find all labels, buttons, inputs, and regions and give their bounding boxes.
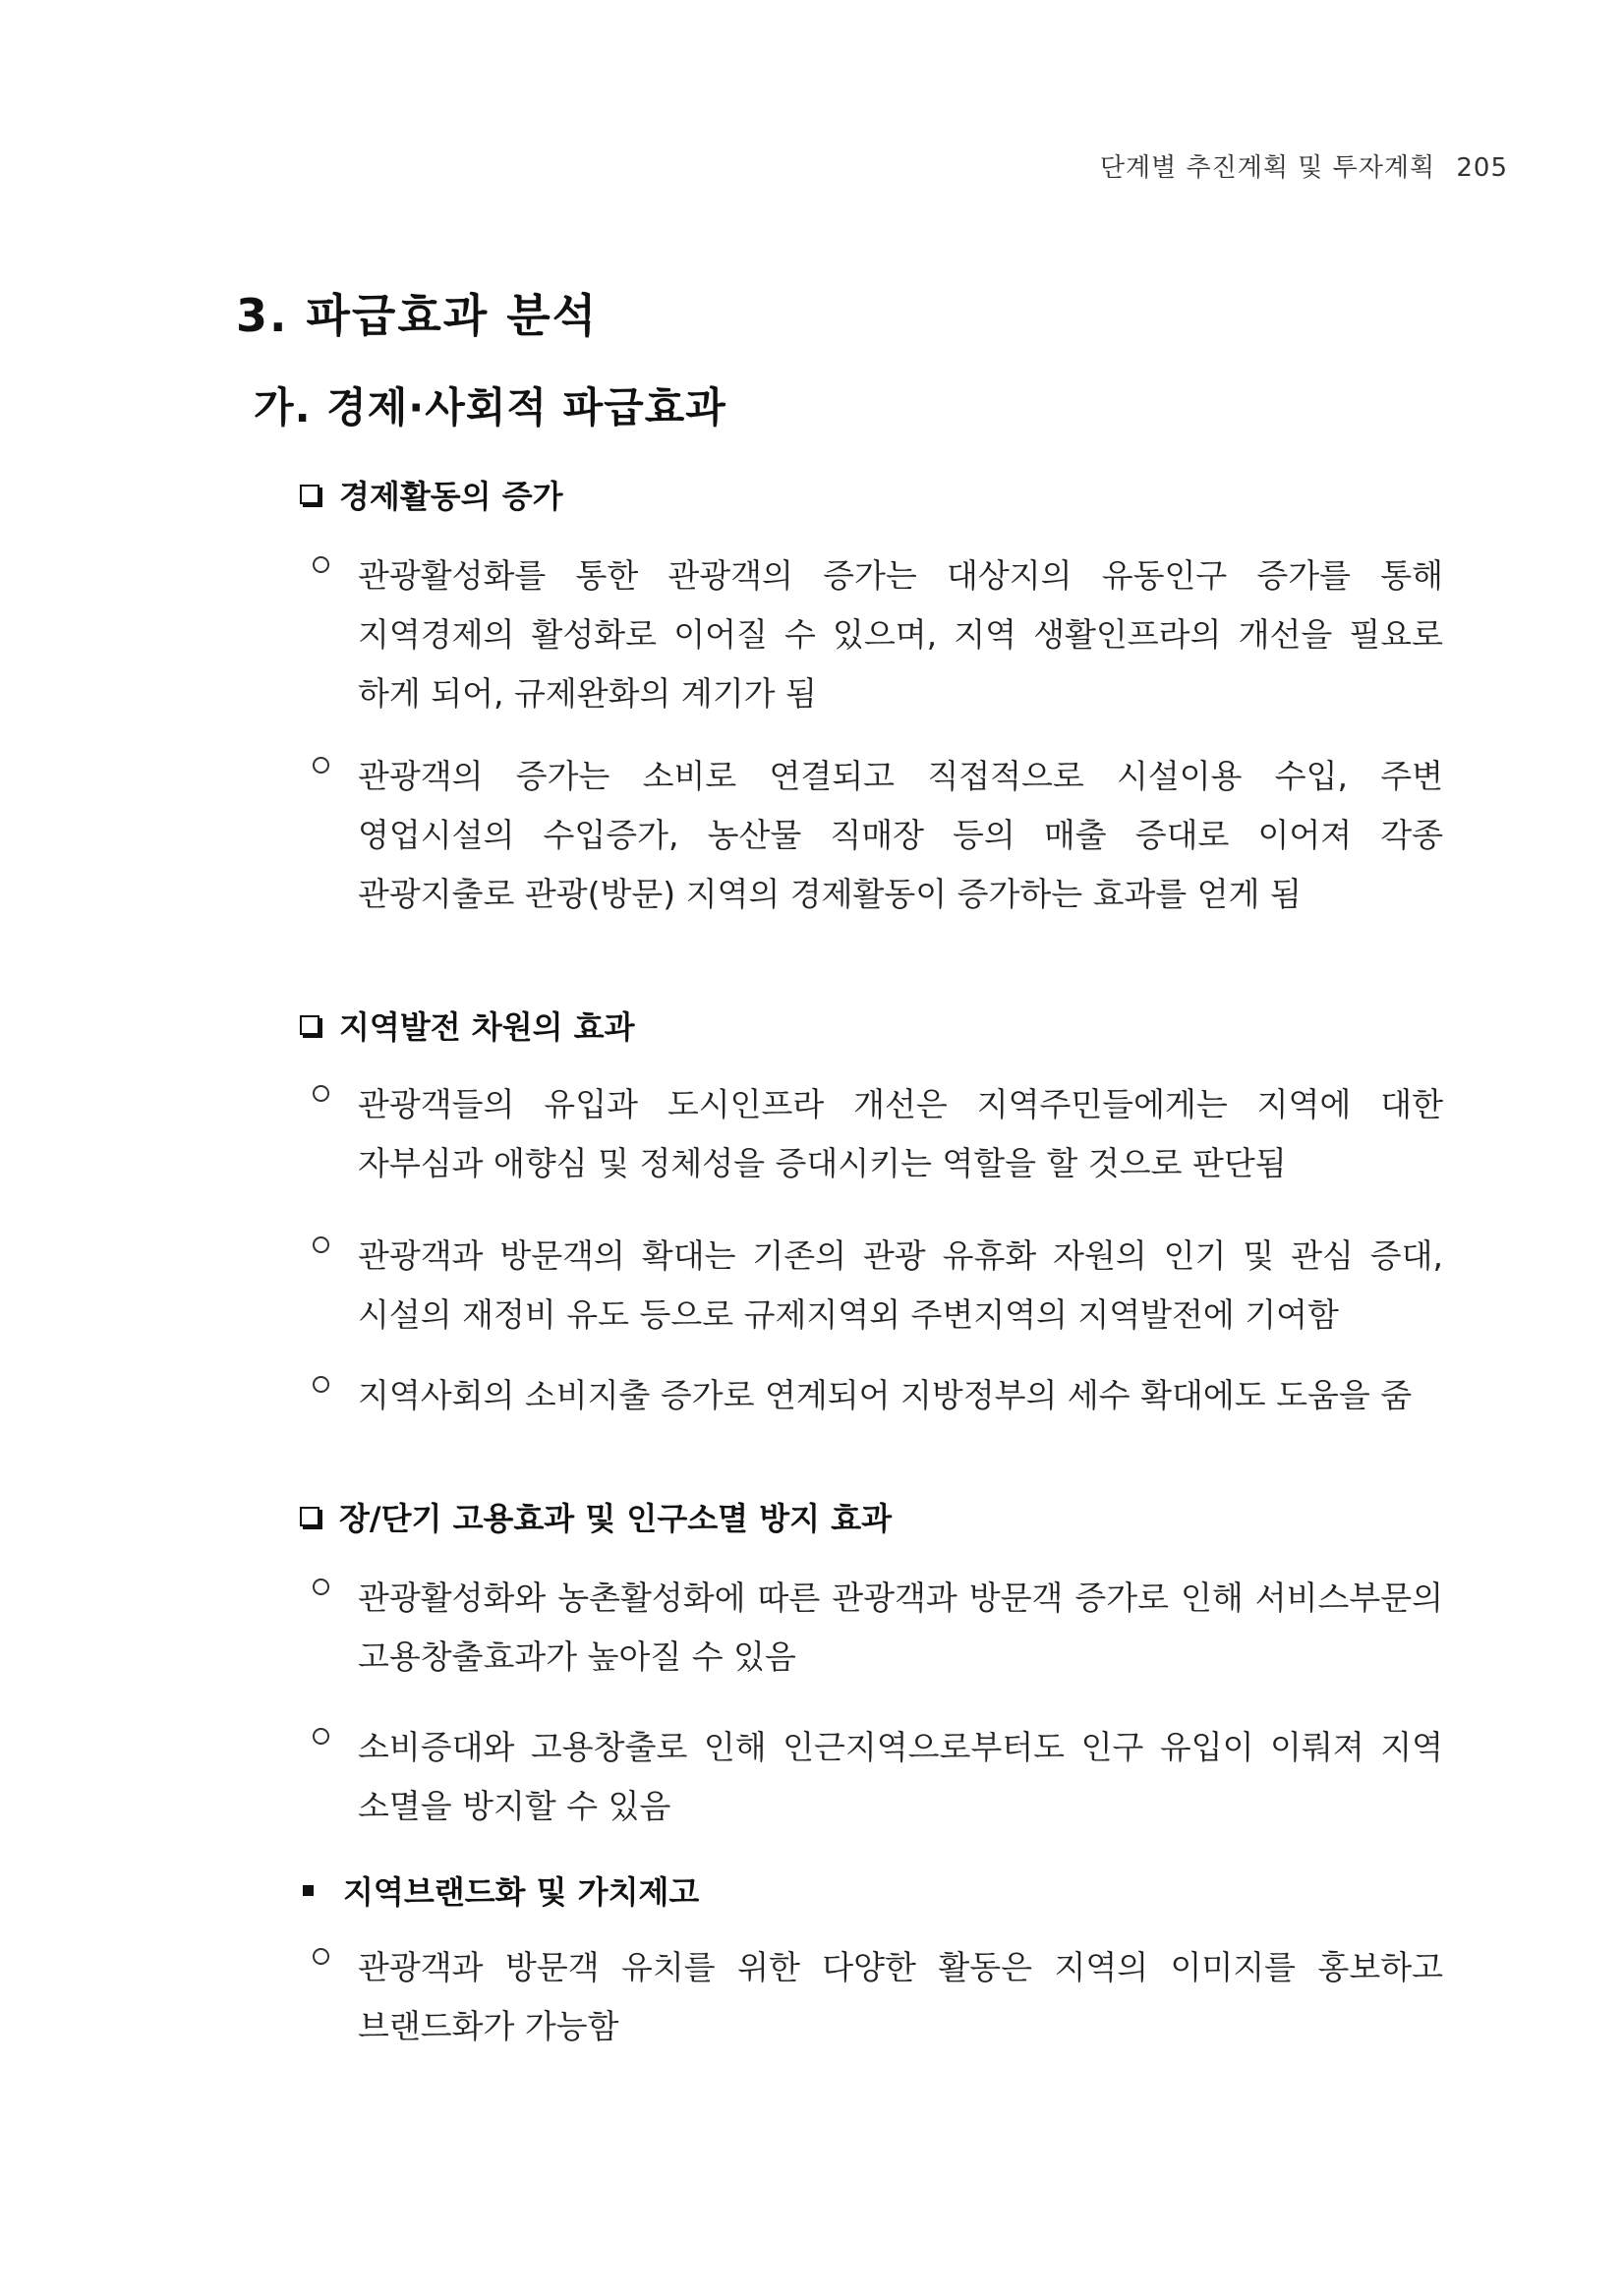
circle-bullet-icon bbox=[313, 757, 329, 774]
list-item-text: 관광객과 방문객 유치를 위한 다양한 활동은 지역의 이미지를 홍보하고 브랜드화가 가능함 bbox=[358, 1948, 1443, 2045]
running-header-title: 단계별 추진계획 및 투자계획 bbox=[1099, 153, 1436, 183]
running-header bbox=[1100, 147, 1508, 184]
circle-bullet-icon bbox=[313, 1728, 329, 1745]
circle-bullet-icon bbox=[313, 1376, 329, 1393]
circle-bullet-icon bbox=[313, 1948, 329, 1965]
hollow-square-bullet-icon bbox=[300, 1015, 319, 1035]
heading-regional-development bbox=[300, 1003, 635, 1048]
list-item bbox=[313, 1938, 1443, 2056]
page-number: 205 bbox=[1456, 153, 1508, 183]
list-item-text: 소비증대와 고용창출로 인해 인근지역으로부터도 인구 유입이 이뤄져 지역 소멸을 방지할 수 있음 bbox=[358, 1728, 1443, 1825]
heading-text: 지역발전 차원의 효과 bbox=[339, 1008, 635, 1046]
list-item-text: 관광활성화와 농촌활성화에 따른 관광객과 방문객 증가로 인해 서비스부문의 고용창출효과가 높아질 수 있음 bbox=[358, 1578, 1443, 1676]
list-item-text: 관광객과 방문객의 확대는 기존의 관광 유휴화 자원의 인기 및 관심 증대, 시설의 재정비 유도 등으로 규제지역외 주변지역의 지역발전에 기여함 bbox=[358, 1236, 1443, 1334]
list-item bbox=[313, 1569, 1443, 1687]
heading-text: 경제활동의 증가 bbox=[339, 478, 563, 515]
circle-bullet-icon bbox=[313, 556, 329, 573]
subsection-title: 가. 경제·사회적 파급효과 bbox=[254, 383, 726, 431]
list-item bbox=[313, 1366, 1443, 1425]
hollow-square-bullet-icon bbox=[300, 1507, 319, 1526]
list-item bbox=[313, 747, 1443, 924]
list-item-text: 관광활성화를 통한 관광객의 증가는 대상지의 유동인구 증가를 통해 지역경제의 활성화로 이어질 수 있으며, 지역 생활인프라의 개선을 필요로 하게 되어, 규제완화의 계기가 됨 bbox=[358, 556, 1443, 713]
hollow-square-bullet-icon bbox=[300, 485, 319, 504]
heading-economic-activity bbox=[300, 472, 563, 517]
heading-employment-effect bbox=[300, 1494, 892, 1539]
filled-square-bullet-icon bbox=[303, 1885, 314, 1896]
list-item-text: 관광객들의 유입과 도시인프라 개선은 지역주민들에게는 지역에 대한 자부심과 애향심 및 정체성을 증대시키는 역할을 할 것으로 판단됨 bbox=[358, 1085, 1443, 1182]
circle-bullet-icon bbox=[313, 1085, 329, 1102]
list-item-text: 관광객의 증가는 소비로 연결되고 직접적으로 시설이용 수입, 주변 영업시설의 수입증가, 농산물 직매장 등의 매출 증대로 이어져 각종 관광지출로 관광(방문) 지역의 경제활동이 증가하는 효과를 얻게 됨 bbox=[358, 757, 1443, 913]
list-item-text: 지역사회의 소비지출 증가로 연계되어 지방정부의 세수 확대에도 도움을 줌 bbox=[358, 1376, 1413, 1414]
circle-bullet-icon bbox=[313, 1578, 329, 1595]
heading-text: 장/단기 고용효과 및 인구소멸 방지 효과 bbox=[339, 1500, 892, 1537]
list-item bbox=[313, 1718, 1443, 1836]
list-item bbox=[313, 1227, 1443, 1345]
heading-regional-branding bbox=[300, 1867, 699, 1913]
circle-bullet-icon bbox=[313, 1236, 329, 1253]
list-item bbox=[313, 1075, 1443, 1193]
list-item bbox=[313, 546, 1443, 723]
heading-text: 지역브랜드화 및 가치제고 bbox=[343, 1873, 700, 1911]
section-title: 3. 파급효과 분석 bbox=[236, 289, 599, 342]
